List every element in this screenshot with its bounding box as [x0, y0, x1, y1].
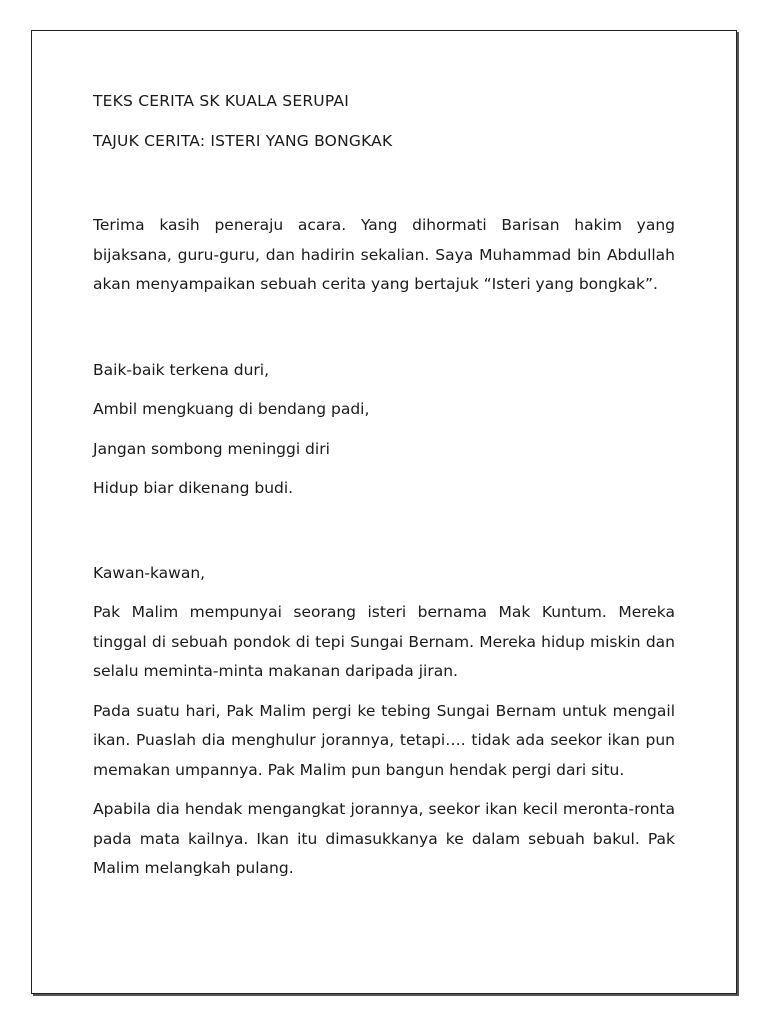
pantun-line: Hidup biar dikenang budi. [93, 479, 294, 497]
story-paragraph: Apabila dia hendak mengangkat jorannya, seekor ikan kecil meronta-ronta pada mata kailnya. Ikan itu dimasukkanya ke dalam sebuah bakul. Pak Malim melangkah pulang. [93, 800, 675, 877]
pantun-line: Jangan sombong meninggi diri [93, 439, 330, 458]
document-body [93, 87, 675, 884]
story-paragraph: Pada suatu hari, Pak Malim pergi ke tebing Sungai Bernam untuk mengail ikan. Puaslah dia menghulur jorannya, tetapi…. tidak ada seekor ikan pun memakan umpannya. Pak Malim pun bangun hendak pergi dari situ. [93, 701, 675, 779]
pantun-line: Ambil mengkuang di bendang padi, [93, 400, 370, 418]
story-paragraph: Pak Malim mempunyai seorang isteri bernama Mak Kuntum. Mereka tinggal di sebuah pondok di tepi Sungai Bernam. Mereka hidup miskin dan selalu meminta-minta makanan daripada jiran. [93, 603, 675, 680]
pantun-block [93, 356, 675, 504]
pantun-line: Baik-baik terkena duri, [93, 360, 270, 379]
document-heading-title: TAJUK CERITA: ISTERI YANG BONGKAK [93, 131, 393, 150]
document-heading-school: TEKS CERITA SK KUALA SERUPAI [93, 92, 349, 110]
greeting-line: Kawan-kawan, [93, 563, 206, 582]
intro-paragraph: Terima kasih peneraju acara. Yang dihormati Barisan hakim yang bijaksana, guru-guru, dan hadirin sekalian. Saya Muhammad bin Abdullah akan menyampaikan sebuah cerita yang bertajuk “Isteri yang bongkak”. [93, 216, 675, 293]
